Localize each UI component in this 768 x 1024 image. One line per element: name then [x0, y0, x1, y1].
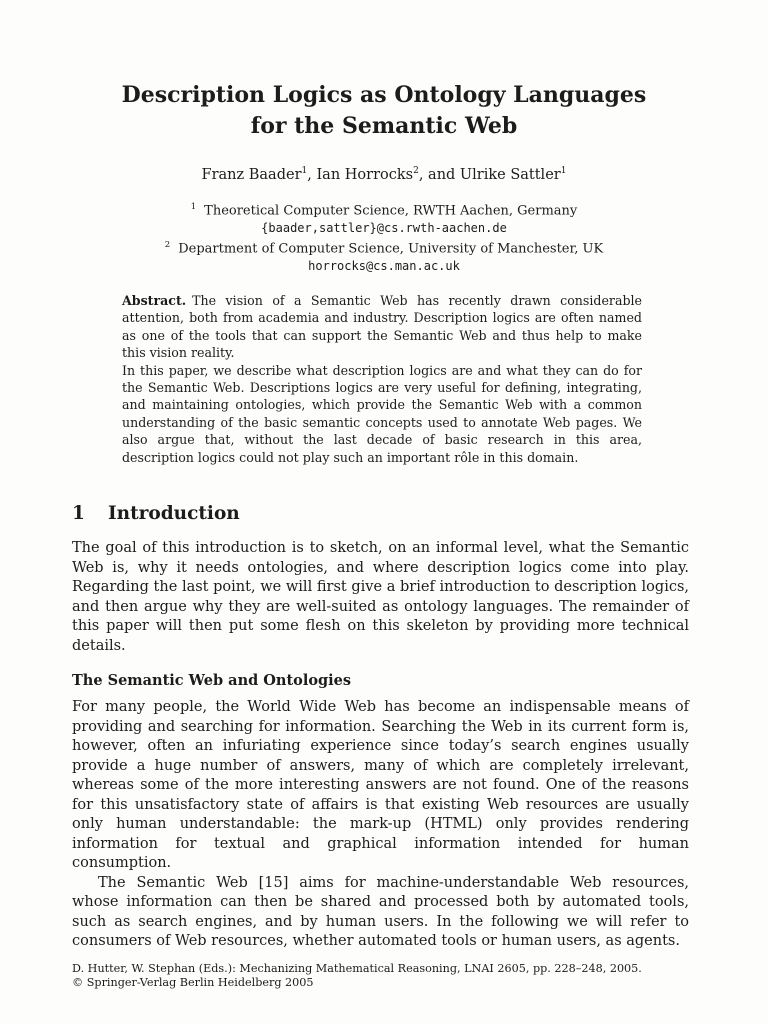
footer-copyright: © Springer-Verlag Berlin Heidelberg 2005: [72, 976, 314, 989]
subsection-heading: The Semantic Web and Ontologies: [72, 672, 352, 689]
author-name: Ian Horrocks: [316, 166, 414, 183]
affiliation-1: $^1$ Theoretical Computer Science, RWTH Aachen, Germany: [190, 202, 578, 219]
footer-citation: D. Hutter, W. Stephan (Eds.): Mechanizing Mathematical Reasoning, LNAI 2605, pp. 228–248, 2005.: [72, 962, 642, 975]
abstract-paragraph-2: In this paper, we describe what description logics are and what they can do for the Semantic Web. Descriptions logics are very useful for defining, integrating, and maintaining ontologies, which provide the Semantic Web with a common understanding of the basic semantic concepts used to annotate Web pages. We also argue that, without the last decade of basic research in this area, description logics could not play such an important rôle in this domain.: [122, 362, 642, 465]
author-name: Ulrike Sattler: [459, 166, 561, 183]
email-2: horrocks@cs.man.ac.uk: [308, 259, 460, 274]
abstract-paragraph-1: Abstract. The vision of a Semantic Web has recently drawn considerable attention, both from academia and industry. Description logics are often named as one of the tools that can support the Semantic Web and thus help to make this vision reality.: [122, 293, 642, 361]
intro-paragraph: The goal of this introduction is to sketch, on an informal level, what the Semantic Web is, why it needs ontologies, and where description logics come into play. Regarding the last point, we will first give a brief introduction to description logics, and then argue why they are well-suited as ontology languages. The remainder of this paper will then put some flesh on this skeleton by providing more technical details.: [72, 540, 689, 654]
section-number: 1: [72, 503, 85, 524]
section-title: Introduction: [108, 503, 240, 524]
author-affil-mark: 1: [301, 166, 308, 176]
author-list: Franz Baader$^1$, Ian Horrocks$^2$, and Ulrike Sattler$^1$: [201, 166, 567, 183]
title-line-2: for the Semantic Web: [250, 113, 518, 139]
author-name: Franz Baader: [201, 166, 302, 183]
intro-text: [72, 539, 689, 656]
paper-title: [0, 80, 768, 142]
title-line-1: Description Logics as Ontology Languages: [121, 82, 647, 108]
author-affil-mark: 2: [413, 166, 419, 176]
abstract-label: Abstract.: [122, 293, 187, 308]
section-heading: [72, 503, 240, 524]
email-1: {baader,sattler}@cs.rwth-aachen.de: [261, 220, 507, 235]
subsection-text: [72, 698, 689, 952]
body-paragraph-2: The Semantic Web [15] aims for machine-understandable Web resources, whose information can then be shared and processed both by automated tools, such as search engines, and by human users. In the following we will refer to consumers of Web resources, whether automated tools or human users, as agents.: [72, 874, 689, 949]
abstract: [122, 292, 642, 466]
affiliations: [0, 199, 768, 276]
body-paragraph-1: For many people, the World Wide Web has become an indispensable means of providing and searching for information. Searching the Web in its current form is, however, often an infuriating experience since today’s search engines usually provide a huge number of answers, many of which are completely irrelevant, whereas some of the more interesting answers are not found. One of the reasons for this unsatisfactory state of affairs is that existing Web resources are usually only human understandable: the mark-up (HTML) only provides rendering information for textual and graphical information intended for human consumption.: [72, 699, 689, 871]
author-affil-mark: 1: [560, 166, 567, 176]
footer: [72, 962, 642, 990]
affiliation-2: $^2$ Department of Computer Science, University of Manchester, UK: [164, 240, 604, 257]
